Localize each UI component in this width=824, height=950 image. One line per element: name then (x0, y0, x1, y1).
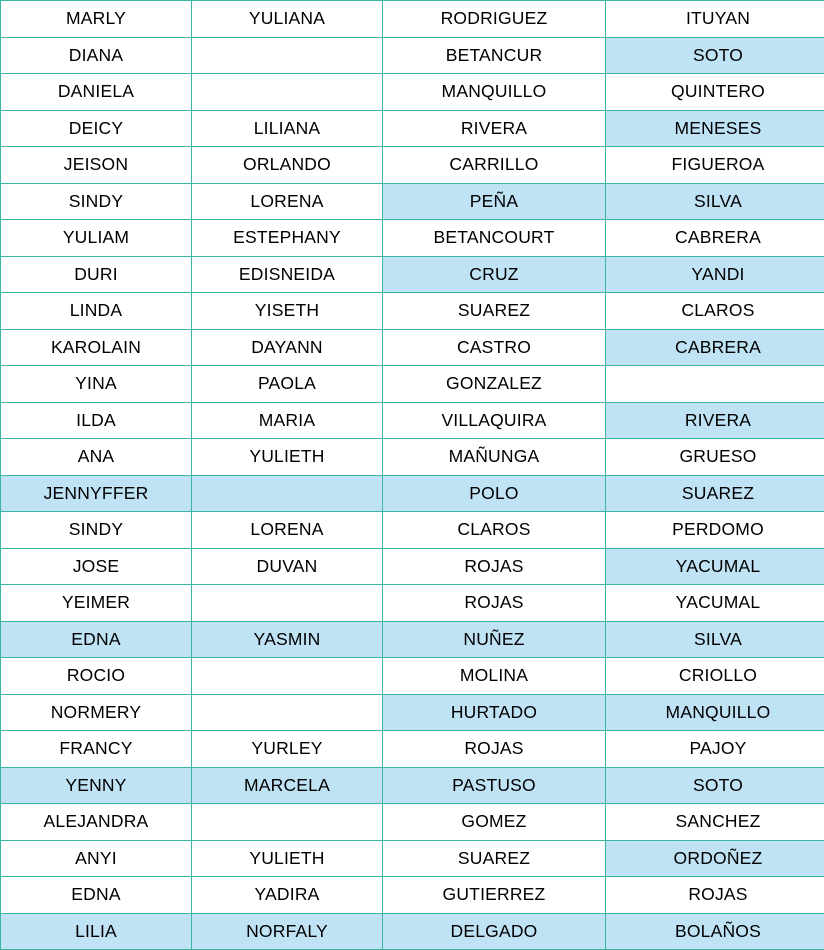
table-cell: JOSE (1, 548, 192, 585)
table-row (1, 913, 824, 950)
table-cell: LILIA (1, 913, 192, 950)
table-cell: YENNY (1, 767, 192, 804)
table-cell: ROJAS (383, 585, 606, 622)
table-cell: DAYANN (192, 329, 383, 366)
table-cell: ANYI (1, 840, 192, 877)
table-cell: YASMIN (192, 621, 383, 658)
table-cell: SOTO (606, 37, 824, 74)
table-cell: YACUMAL (606, 548, 824, 585)
table-cell: ORLANDO (192, 147, 383, 184)
table-cell: BETANCOURT (383, 220, 606, 257)
table-cell: CLAROS (606, 293, 824, 330)
table-cell: CLAROS (383, 512, 606, 549)
table-cell: GRUESO (606, 439, 824, 476)
table-cell: PAJOY (606, 731, 824, 768)
table-cell: ITUYAN (606, 1, 824, 38)
table-cell (192, 37, 383, 74)
table-row (1, 804, 824, 841)
table-cell: SOTO (606, 767, 824, 804)
table-cell: NORFALY (192, 913, 383, 950)
table-cell (192, 475, 383, 512)
table-cell: YANDI (606, 256, 824, 293)
table-cell: CABRERA (606, 329, 824, 366)
table-row (1, 110, 824, 147)
table-cell: RODRIGUEZ (383, 1, 606, 38)
table-cell: DIANA (1, 37, 192, 74)
table-cell: ALEJANDRA (1, 804, 192, 841)
table-cell: YACUMAL (606, 585, 824, 622)
table-cell: GUTIERREZ (383, 877, 606, 914)
table-cell: ROJAS (606, 877, 824, 914)
table-cell: SINDY (1, 183, 192, 220)
table-row (1, 877, 824, 914)
table-cell: ROJAS (383, 548, 606, 585)
table-cell: ROCIO (1, 658, 192, 695)
table-row (1, 475, 824, 512)
table-cell: LORENA (192, 512, 383, 549)
table-row (1, 621, 824, 658)
table-cell: KAROLAIN (1, 329, 192, 366)
table-row (1, 439, 824, 476)
table-cell: NUÑEZ (383, 621, 606, 658)
table-cell: JEISON (1, 147, 192, 184)
table-cell: YISETH (192, 293, 383, 330)
table-cell: DUVAN (192, 548, 383, 585)
table-cell: GOMEZ (383, 804, 606, 841)
table-cell: DELGADO (383, 913, 606, 950)
table-cell: YINA (1, 366, 192, 403)
table-cell: BETANCUR (383, 37, 606, 74)
table-cell: YADIRA (192, 877, 383, 914)
table-cell: CRIOLLO (606, 658, 824, 695)
table-cell: VILLAQUIRA (383, 402, 606, 439)
table-cell: MAÑUNGA (383, 439, 606, 476)
table-cell: YULIETH (192, 840, 383, 877)
table-row (1, 512, 824, 549)
table-cell: SUAREZ (606, 475, 824, 512)
table-row (1, 658, 824, 695)
table-cell: CASTRO (383, 329, 606, 366)
table-cell: RIVERA (383, 110, 606, 147)
table-cell: YEIMER (1, 585, 192, 622)
table-cell: CARRILLO (383, 147, 606, 184)
table-row (1, 37, 824, 74)
table-cell: SILVA (606, 621, 824, 658)
table-cell: FIGUEROA (606, 147, 824, 184)
table-cell: MARIA (192, 402, 383, 439)
table-cell: YURLEY (192, 731, 383, 768)
table-cell: MARCELA (192, 767, 383, 804)
table-row (1, 183, 824, 220)
table-row (1, 74, 824, 111)
table-row (1, 731, 824, 768)
table-row (1, 840, 824, 877)
table-cell: SILVA (606, 183, 824, 220)
table-cell: QUINTERO (606, 74, 824, 111)
table-cell: HURTADO (383, 694, 606, 731)
table-cell: EDISNEIDA (192, 256, 383, 293)
table-cell: YULIANA (192, 1, 383, 38)
table-row (1, 402, 824, 439)
table-cell: PAOLA (192, 366, 383, 403)
table-row (1, 366, 824, 403)
table-row (1, 1, 824, 38)
table-row (1, 585, 824, 622)
table-cell: GONZALEZ (383, 366, 606, 403)
table-row (1, 256, 824, 293)
table-cell: SUAREZ (383, 293, 606, 330)
table-cell: ROJAS (383, 731, 606, 768)
table-cell: FRANCY (1, 731, 192, 768)
table-cell: MARLY (1, 1, 192, 38)
table-cell: LINDA (1, 293, 192, 330)
table-cell: MANQUILLO (383, 74, 606, 111)
table-row (1, 220, 824, 257)
table-cell: MANQUILLO (606, 694, 824, 731)
table-cell: DURI (1, 256, 192, 293)
table-cell: SANCHEZ (606, 804, 824, 841)
table-cell: DEICY (1, 110, 192, 147)
table-cell: YULIAM (1, 220, 192, 257)
table-cell: SINDY (1, 512, 192, 549)
table-cell: CRUZ (383, 256, 606, 293)
table-cell: JENNYFFER (1, 475, 192, 512)
table-cell: YULIETH (192, 439, 383, 476)
table-cell: PEÑA (383, 183, 606, 220)
table-body (1, 1, 824, 950)
table-row (1, 694, 824, 731)
table-cell: DANIELA (1, 74, 192, 111)
table-cell: POLO (383, 475, 606, 512)
table-cell: MOLINA (383, 658, 606, 695)
table-row (1, 767, 824, 804)
table-row (1, 147, 824, 184)
table-cell: SUAREZ (383, 840, 606, 877)
table-cell: LORENA (192, 183, 383, 220)
table-cell (606, 366, 824, 403)
table-cell: ILDA (1, 402, 192, 439)
table-cell: BOLAÑOS (606, 913, 824, 950)
table-cell: PASTUSO (383, 767, 606, 804)
table-cell: ESTEPHANY (192, 220, 383, 257)
table-cell: PERDOMO (606, 512, 824, 549)
table-cell: EDNA (1, 877, 192, 914)
table-cell: RIVERA (606, 402, 824, 439)
table-cell: MENESES (606, 110, 824, 147)
table-row (1, 548, 824, 585)
table-cell: EDNA (1, 621, 192, 658)
table-cell: ANA (1, 439, 192, 476)
table-cell: CABRERA (606, 220, 824, 257)
table-cell (192, 658, 383, 695)
table-cell (192, 694, 383, 731)
table-row (1, 293, 824, 330)
table-row (1, 329, 824, 366)
table-cell: NORMERY (1, 694, 192, 731)
table-cell (192, 804, 383, 841)
table-cell (192, 585, 383, 622)
table-cell: ORDOÑEZ (606, 840, 824, 877)
table-cell (192, 74, 383, 111)
table-cell: LILIANA (192, 110, 383, 147)
